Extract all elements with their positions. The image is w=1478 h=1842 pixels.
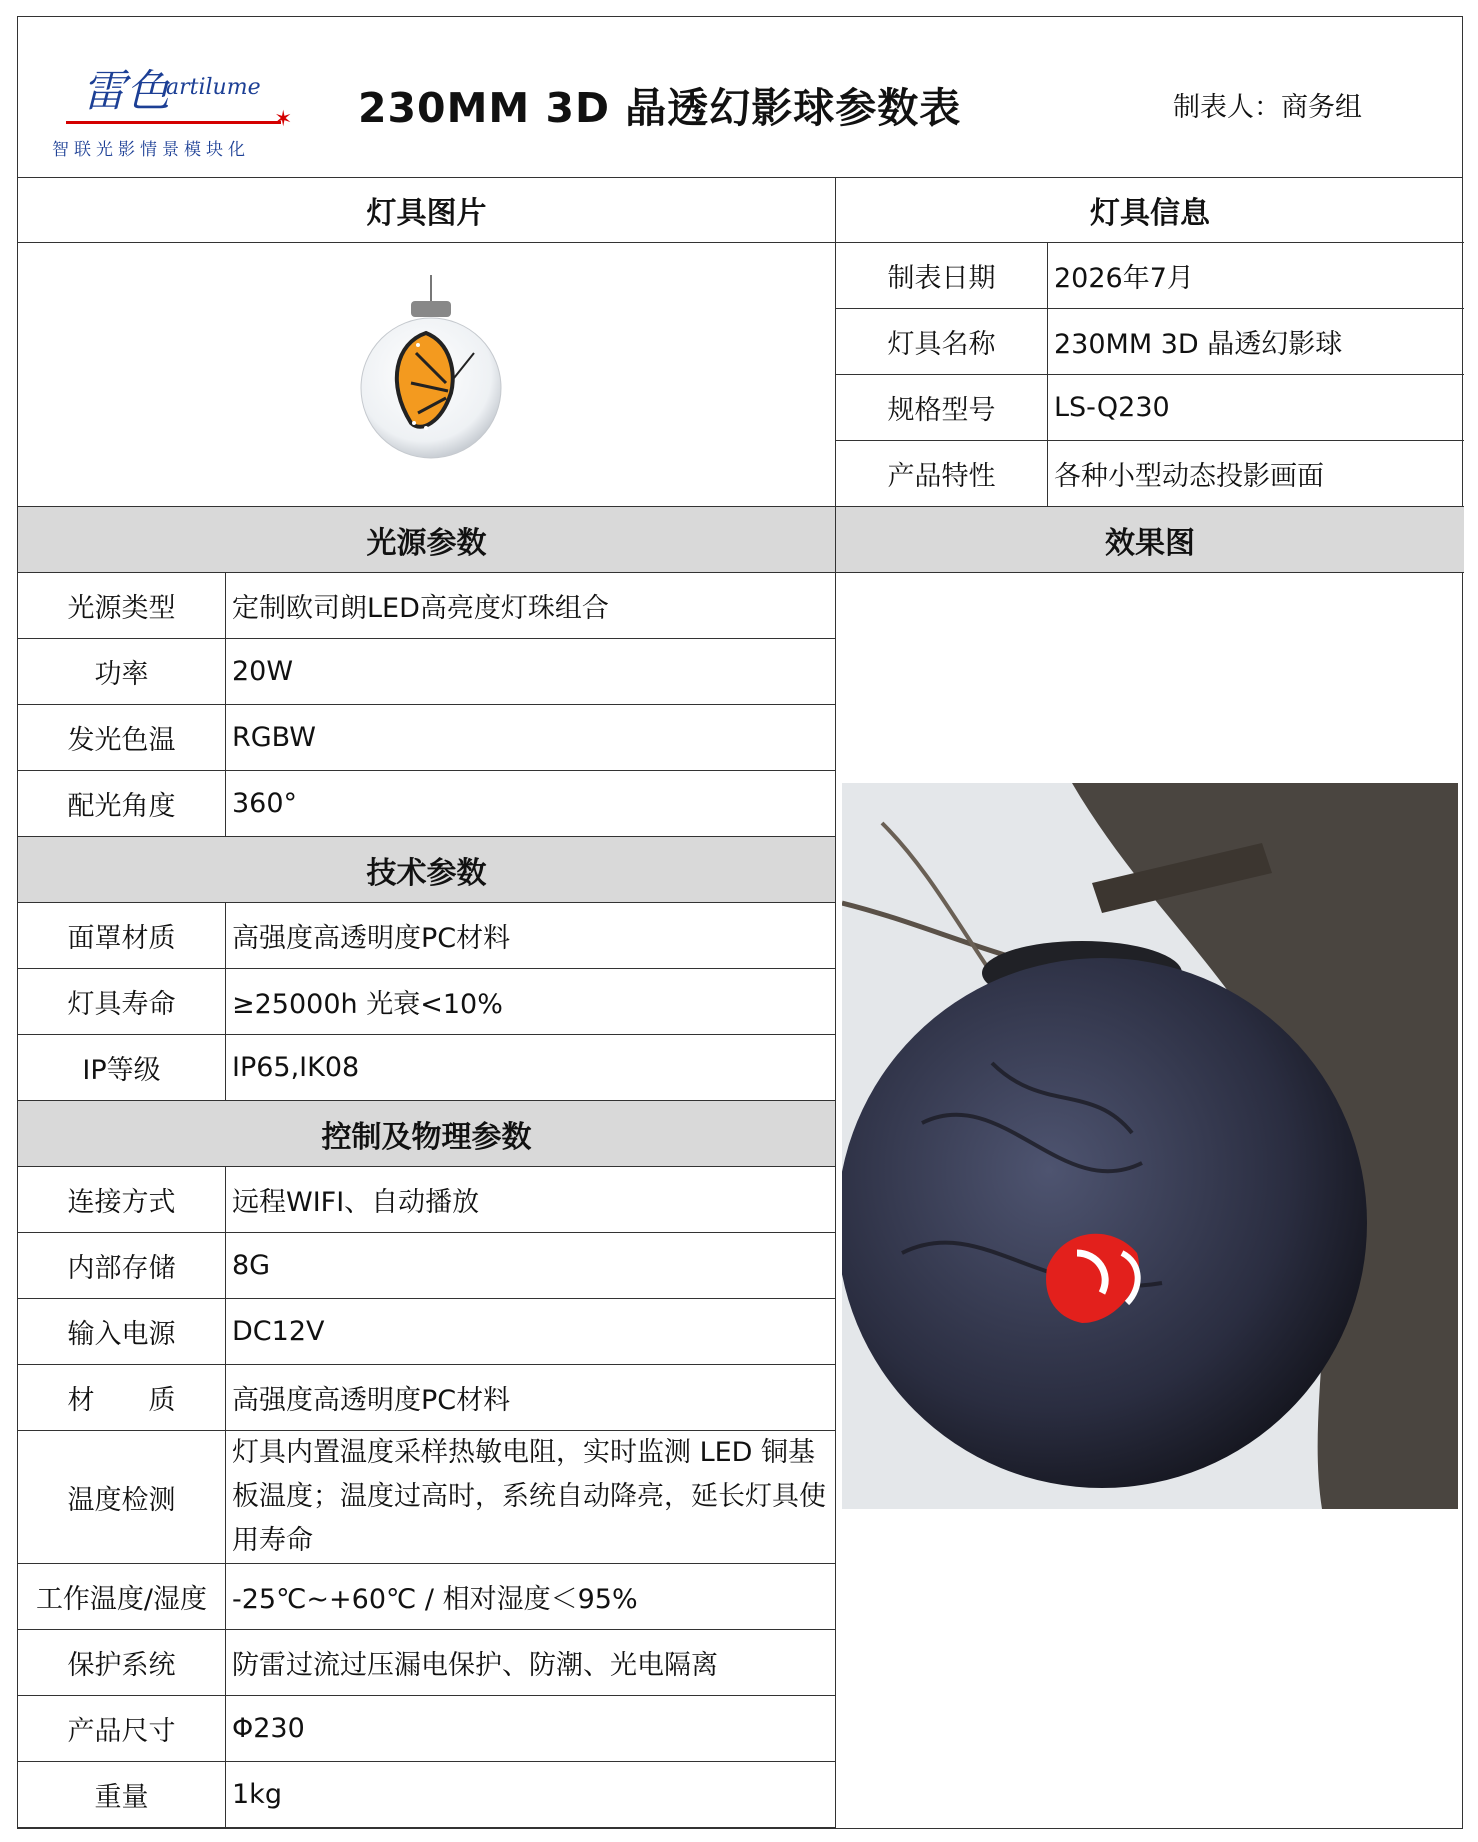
page-title: 230MM 3D 晶透幻影球参数表 (358, 84, 962, 132)
row-label: 温度检测 (18, 1431, 226, 1564)
row-label: 发光色温 (18, 705, 226, 771)
row-value: LS-Q230 (1048, 375, 1464, 441)
row-label: 配光角度 (18, 771, 226, 837)
row-label: 灯具寿命 (18, 969, 226, 1035)
row-label: 功率 (18, 639, 226, 705)
effect-picture-cell (836, 573, 1464, 1830)
row-label: 产品尺寸 (18, 1696, 226, 1762)
row-value: 远程WIFI、自动播放 (226, 1167, 836, 1233)
row-label: 光源类型 (18, 573, 226, 639)
section-header-effect: 效果图 (836, 507, 1464, 573)
row-value: ≥25000h 光衰<10% (226, 969, 836, 1035)
sparkle-icon: ✶ (274, 107, 293, 132)
row-value: 2026年7月 (1048, 243, 1464, 309)
row-value: 1kg (226, 1762, 836, 1828)
row-label: 内部存储 (18, 1233, 226, 1299)
row-value: 高强度高透明度PC材料 (226, 1365, 836, 1431)
row-value: -25℃~+60℃ / 相对湿度＜95% (226, 1564, 836, 1630)
row-label: 灯具名称 (836, 309, 1048, 375)
row-value: 20W (226, 639, 836, 705)
row-value: 防雷过流过压漏电保护、防潮、光电隔离 (226, 1630, 836, 1696)
row-label: 材 质 (18, 1365, 226, 1431)
section-header-picture: 灯具图片 (18, 177, 836, 243)
section-header-tech: 技术参数 (18, 837, 836, 903)
sheet-header (18, 17, 1462, 178)
logo-underline (66, 121, 281, 124)
effect-photo (842, 783, 1458, 1509)
row-label: 工作温度/湿度 (18, 1564, 226, 1630)
logo-brand-text: artilume (166, 75, 261, 100)
row-value: DC12V (226, 1299, 836, 1365)
row-value: IP65,IK08 (226, 1035, 836, 1101)
logo-slogan: 智联光影情景模块化 (52, 140, 250, 160)
row-value: 230MM 3D 晶透幻影球 (1048, 309, 1464, 375)
row-value: 定制欧司朗LED高亮度灯珠组合 (226, 573, 836, 639)
spec-sheet (17, 16, 1463, 1829)
product-picture-cell (18, 243, 836, 507)
row-value: 灯具内置温度采样热敏电阻，实时监测 LED 铜基板温度；温度过高时，系统自动降亮，延长灯具使用寿命 (226, 1431, 836, 1564)
row-label: IP等级 (18, 1035, 226, 1101)
row-value: 360° (226, 771, 836, 837)
row-value: 高强度高透明度PC材料 (226, 903, 836, 969)
row-label: 制表日期 (836, 243, 1048, 309)
row-value: 各种小型动态投影画面 (1048, 441, 1464, 507)
row-label: 输入电源 (18, 1299, 226, 1365)
section-header-info: 灯具信息 (836, 177, 1464, 243)
row-value: Φ230 (226, 1696, 836, 1762)
logo-mark: 雷色 (82, 66, 170, 117)
product-image (356, 273, 506, 473)
row-value: 8G (226, 1233, 836, 1299)
row-value: RGBW (226, 705, 836, 771)
row-label: 规格型号 (836, 375, 1048, 441)
row-label: 保护系统 (18, 1630, 226, 1696)
table-maker: 制表人：商务组 (1173, 92, 1362, 123)
row-label: 面罩材质 (18, 903, 226, 969)
row-label: 产品特性 (836, 441, 1048, 507)
row-label: 重量 (18, 1762, 226, 1828)
section-header-light-source: 光源参数 (18, 507, 836, 573)
section-header-control: 控制及物理参数 (18, 1101, 836, 1167)
brand-logo (38, 47, 308, 167)
row-label: 连接方式 (18, 1167, 226, 1233)
